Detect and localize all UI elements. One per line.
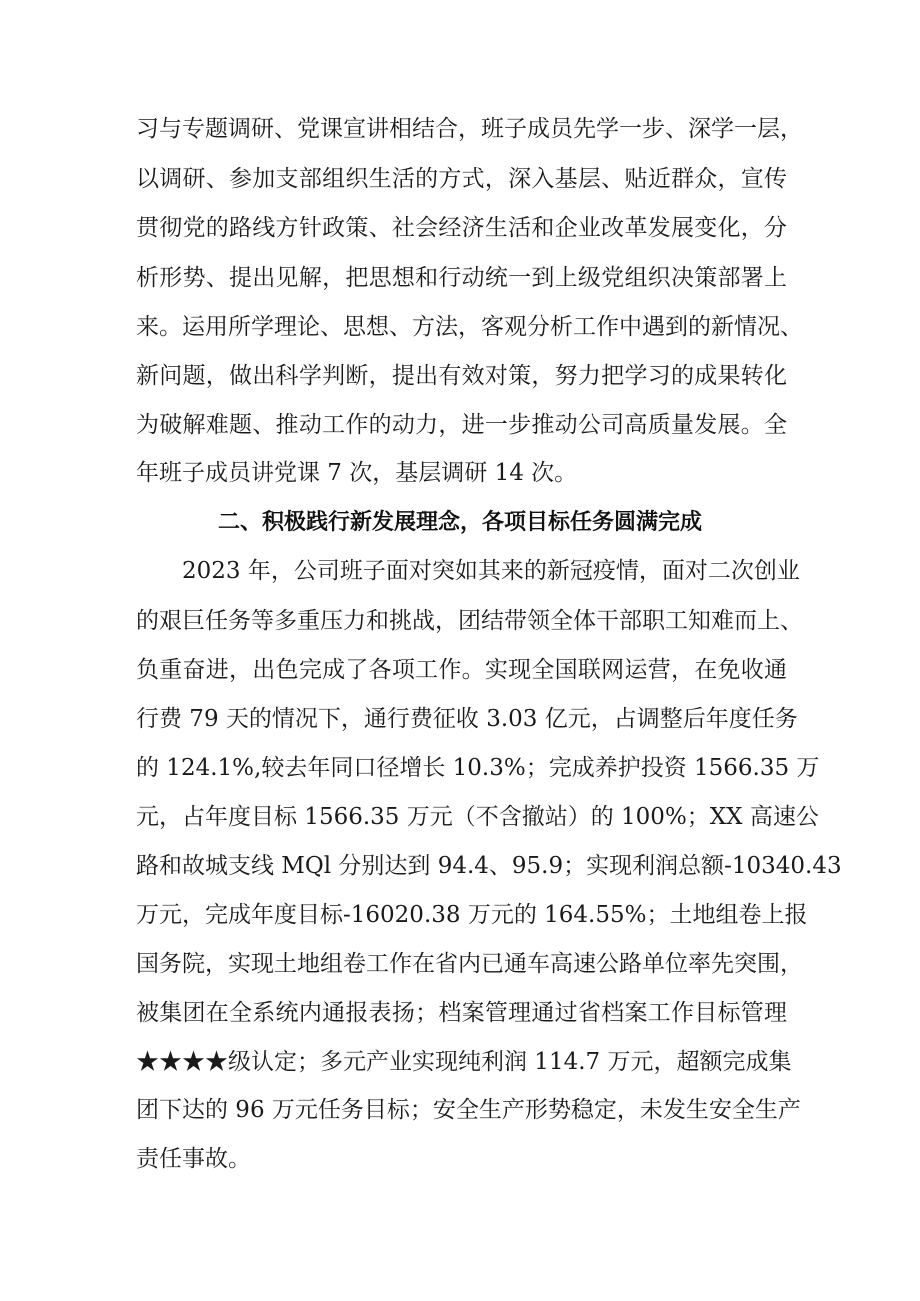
paragraph-line: 贯彻党的路线方针政策、社会经济生活和企业改革发展变化，分 (136, 215, 787, 241)
paragraph-line: 路和故城支线 MQl 分别达到 94.4、95.9；实现利润总额-10340.43 (136, 853, 842, 879)
paragraph-line: 年班子成员讲党课 7 次，基层调研 14 次。 (136, 460, 578, 486)
paragraph-line: 负重奋进，出色完成了各项工作。实现全国联网运营，在免收通 (136, 657, 787, 683)
section-heading: 二、积极践行新发展理念，各项目标任务圆满完成 (217, 510, 702, 535)
paragraph-line: 万元，完成年度目标-16020.38 万元的 164.55%；土地组卷上报 (136, 902, 808, 928)
paragraph-line: 以调研、参加支部组织生活的方式，深入基层、贴近群众，宣传 (136, 166, 787, 192)
paragraph-line: 被集团在全系统内通报表扬；档案管理通过省档案工作目标管理 (136, 1000, 787, 1026)
paragraph-line: ★★★★级认定；多元产业实现纯利润 114.7 万元，超额完成集 (136, 1049, 792, 1075)
paragraph-line: 的 124.1%,较去年同口径增长 10.3%；完成养护投资 1566.35 万 (136, 755, 820, 781)
paragraph-line: 国务院，实现土地组卷工作在省内已通车高速公路单位率先突围， (136, 951, 803, 977)
paragraph-line: 团下达的 96 万元任务目标；安全生产形势稳定，未发生安全生产 (136, 1097, 801, 1123)
paragraph-line: 责任事故。 (136, 1146, 251, 1172)
paragraph-line: 的艰巨任务等多重压力和挑战，团结带领全体干部职工知难而上、 (136, 608, 803, 634)
paragraph-line: 来。运用所学理论、思想、方法，客观分析工作中遇到的新情况、 (136, 314, 803, 340)
paragraph-line: 析形势、提出见解，把思想和行动统一到上级党组织决策部署上 (136, 265, 787, 291)
paragraph-line: 新问题，做出科学判断，提出有效对策，努力把学习的成果转化 (136, 363, 787, 389)
paragraph-line: 为破解难题、推动工作的动力，进一步推动公司高质量发展。全 (136, 412, 787, 438)
paragraph-line: 行费 79 天的情况下，通行费征收 3.03 亿元，占调整后年度任务 (136, 706, 798, 732)
paragraph-line: 2023 年，公司班子面对突如其来的新冠疫情，面对二次创业 (182, 558, 800, 584)
paragraph-line: 习与专题调研、党课宣讲相结合，班子成员先学一步、深学一层， (136, 116, 803, 142)
paragraph-line: 元，占年度目标 1566.35 万元（不含撤站）的 100%；XX 高速公 (136, 804, 819, 830)
